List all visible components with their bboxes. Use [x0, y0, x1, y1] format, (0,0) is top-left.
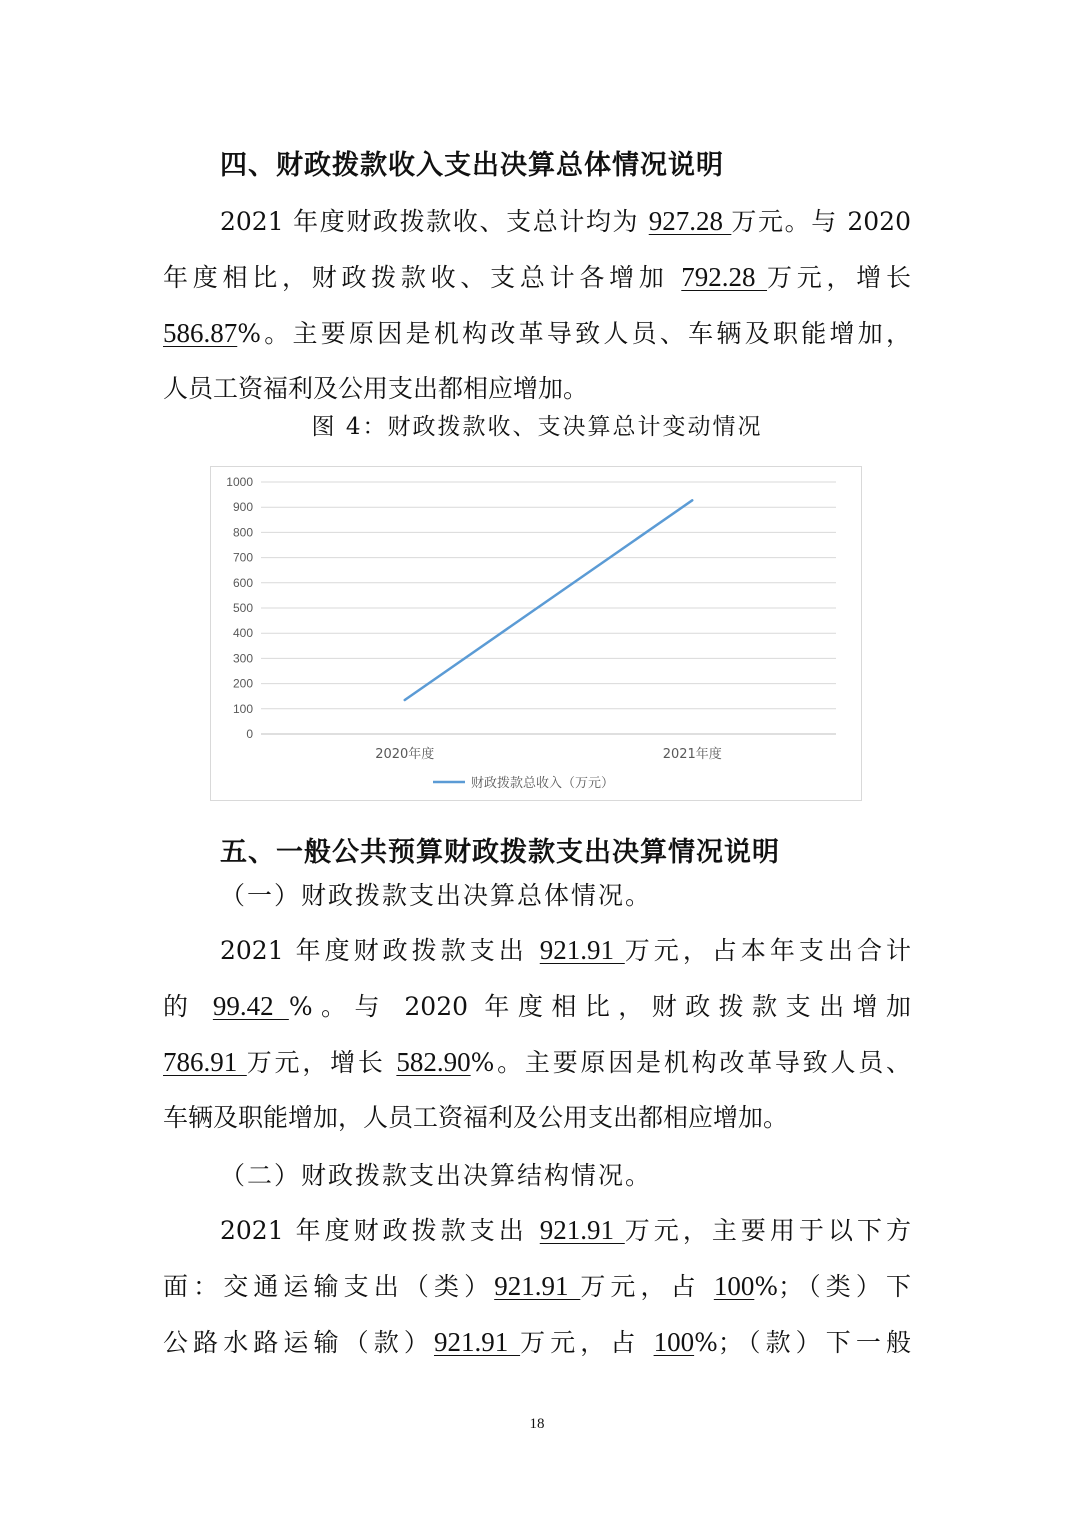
section5-heading: 五、一般公共预算财政拨款支出决算情况说明 — [220, 837, 780, 868]
y-tick-label: 300 — [232, 651, 253, 666]
chart-canvas — [211, 467, 861, 800]
transport-amount: 921.91 — [494, 1271, 581, 1301]
subsection1-heading: （一）财政拨款支出决算总体情况。 — [220, 881, 653, 910]
expense-amount: 921.91 — [539, 935, 625, 965]
paragraph-line: 人员工资福利及公用支出都相应增加。 — [163, 374, 589, 403]
section5-paragraph-1 — [163, 922, 911, 1146]
expense-growth-rate: 582.90 — [396, 1047, 471, 1077]
y-tick-label: 400 — [232, 626, 253, 641]
data-point — [404, 699, 406, 701]
data-point — [691, 499, 693, 501]
y-tick-label: 700 — [232, 550, 253, 565]
y-tick-label: 0 — [246, 727, 253, 741]
paragraph-line: 车辆及职能增加，人员工资福利及公用支出都相应增加。 — [163, 1103, 789, 1132]
line-chart — [210, 466, 862, 801]
section4-heading: 四、财政拨款收入支出决算总体情况说明 — [220, 150, 724, 181]
x-tick-label: 2021年度 — [662, 747, 722, 762]
y-tick-label: 600 — [232, 575, 253, 590]
y-tick-label: 200 — [232, 676, 253, 691]
y-tick-label: 500 — [232, 601, 253, 615]
series-line — [405, 500, 693, 700]
paragraph-line: 2021 年度财政拨款支出 921.91 万元，占本年支出合计 — [220, 935, 911, 965]
expense-increase: 786.91 — [163, 1047, 247, 1077]
legend-label: 财政拨款总收入（万元） — [471, 776, 615, 791]
road-water-share: 100 — [653, 1327, 695, 1357]
figure-caption: 图 4：财政拨款收、支决算总计变动情况 — [311, 414, 763, 440]
expense-share: 99.42 — [212, 991, 289, 1021]
paragraph-line: 的 99.42 %。与 2020 年度相比，财政拨款支出增加 — [163, 991, 911, 1021]
paragraph-line: 公路水路运输（款）921.91 万元，占 100%；（款）下一般 — [163, 1327, 911, 1357]
subsection2-heading: （二）财政拨款支出决算结构情况。 — [220, 1161, 653, 1190]
paragraph-line: 2021 年度财政拨款支出 921.91 万元，主要用于以下方 — [220, 1215, 911, 1245]
section5-paragraph-2 — [163, 1202, 911, 1370]
page-number: 18 — [529, 1416, 545, 1432]
paragraph-line: 586.87%。主要原因是机构改革导致人员、车辆及职能增加， — [163, 318, 911, 348]
y-tick-label: 1000 — [226, 475, 253, 489]
transport-share: 100 — [713, 1271, 755, 1301]
paragraph-line: 面：交通运输支出（类）921.91 万元，占 100%；（类）下 — [163, 1271, 911, 1301]
section4-paragraph — [163, 193, 911, 417]
y-tick-label: 800 — [232, 525, 253, 540]
y-tick-label: 900 — [232, 500, 253, 515]
increase-amount: 792.28 — [681, 262, 768, 292]
y-tick-label: 100 — [232, 701, 253, 716]
growth-rate: 586.87 — [163, 318, 238, 348]
paragraph-line: 2021 年度财政拨款收、支总计均为 927.28 万元。与 2020 — [220, 206, 911, 236]
paragraph-line: 年度相比，财政拨款收、支总计各增加 792.28 万元，增长 — [163, 262, 911, 292]
structure-amount: 921.91 — [539, 1215, 625, 1245]
total-amount: 927.28 — [648, 206, 732, 236]
x-tick-label: 2020年度 — [375, 747, 435, 762]
paragraph-line: 786.91 万元，增长 582.90%。主要原因是机构改革导致人员、 — [163, 1047, 911, 1077]
road-water-amount: 921.91 — [433, 1327, 521, 1357]
